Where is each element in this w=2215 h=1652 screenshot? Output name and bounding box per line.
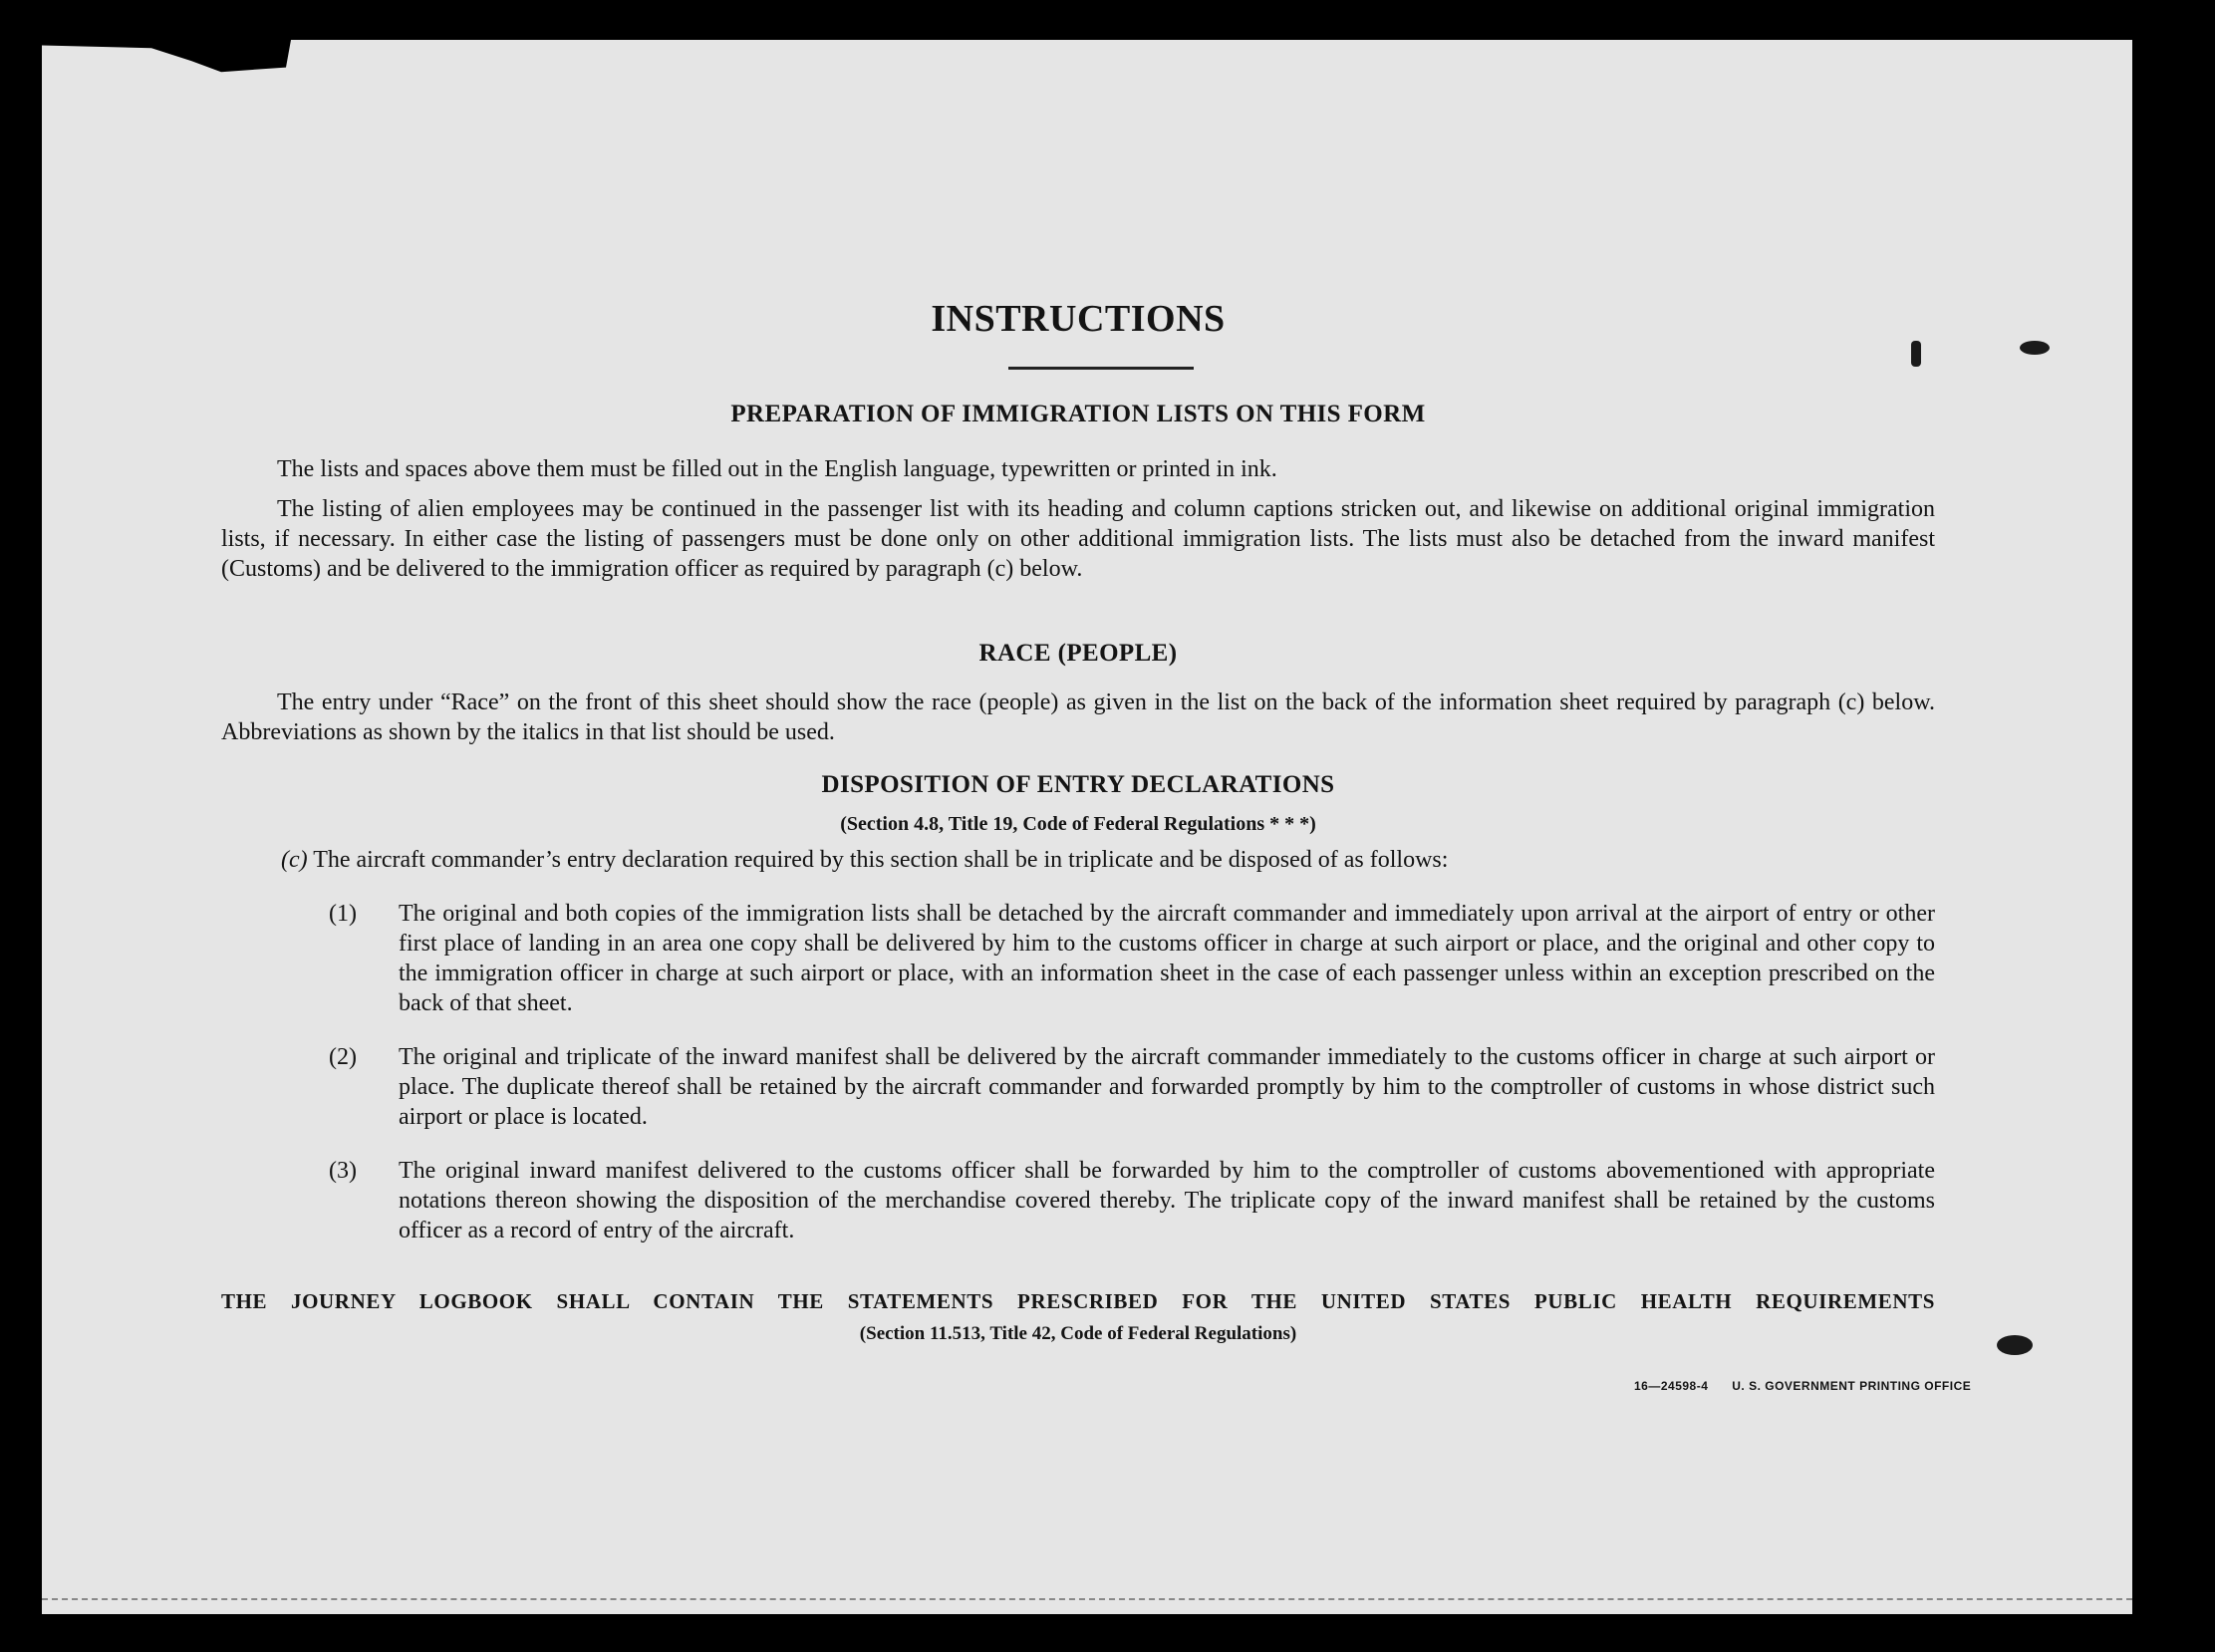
punch-mark bbox=[1911, 341, 1921, 367]
title-rule bbox=[1008, 367, 1194, 370]
printer-imprint bbox=[1634, 1379, 1971, 1393]
disposition-intro-text: The aircraft commander’s entry declaration required by this section shall be in triplicate and be disposed of as follows: bbox=[313, 847, 1449, 873]
form-number: 16—24598-4 bbox=[1634, 1379, 1709, 1393]
list-item-number: (1) bbox=[329, 901, 357, 927]
paragraph-race: The entry under “Race” on the front of this sheet should show the race (people) as given in the list on the back of the information sheet required by paragraph (c) below. Abbreviations as shown by the italics in that list should be used. bbox=[221, 689, 1935, 745]
list-item-number: (3) bbox=[329, 1158, 357, 1184]
paragraph-preparation-1: The lists and spaces above them must be filled out in the English language, typewritten or printed in ink. bbox=[277, 456, 1277, 482]
page-border bbox=[42, 1598, 2132, 1600]
list-item-text: The original and both copies of the immigration lists shall be detached by the aircraft commander and immediately upon arrival at the airport of entry or other first place of landing in an area one copy shall be delivered by him to the customs officer in charge at such airport or place, and the original and other copy to the immigration officer in charge at such airport or place, with an information sheet in the case of each passenger unless within an exception prescribed on the back of that sheet. bbox=[399, 901, 1935, 1016]
document-page bbox=[42, 40, 2132, 1614]
list-item bbox=[329, 899, 1935, 1018]
disposition-citation: (Section 4.8, Title 19, Code of Federal Regulations * * *) bbox=[840, 813, 1316, 835]
list-item bbox=[329, 1156, 1935, 1245]
list-item bbox=[329, 1042, 1935, 1132]
footer-citation: (Section 11.513, Title 42, Code of Federal Regulations) bbox=[859, 1323, 1297, 1344]
ink-blot bbox=[2020, 341, 2050, 355]
section-heading-race: RACE (PEOPLE) bbox=[978, 640, 1178, 667]
list-item-text: The original inward manifest delivered to the customs officer shall be forwarded by him to the comptroller of customs abovementioned with appropriate notations thereon showing the disposition of the merchandise covered thereby. The triplicate copy of the inward manifest shall be retained by the customs officer as a record of entry of the aircraft. bbox=[399, 1158, 1935, 1243]
footer-statement: THE JOURNEY LOGBOOK SHALL CONTAIN THE STATEMENTS PRESCRIBED FOR THE UNITED STATES PUBLIC HEALTH REQUIREMENTS bbox=[221, 1289, 1935, 1313]
section-heading-disposition: DISPOSITION OF ENTRY DECLARATIONS bbox=[821, 771, 1335, 798]
section-heading-preparation: PREPARATION OF IMMIGRATION LISTS ON THIS FORM bbox=[730, 401, 1426, 427]
paragraph-preparation-2: The listing of alien employees may be continued in the passenger list with its heading and column captions stricken out, and likewise on additional original immigration lists, if necessary. In either case the listing of passengers must be done only on other additional immigration lists. The lists must also be detached from the inward manifest (Customs) and be delivered to the immigration officer as required by paragraph (c) below. bbox=[221, 496, 1935, 582]
list-item-number: (2) bbox=[329, 1044, 357, 1070]
page-title: INSTRUCTIONS bbox=[931, 298, 1226, 340]
list-item-text: The original and triplicate of the inward manifest shall be delivered by the aircraft commander immediately to the customs officer in charge at such airport or place. The duplicate thereof shall be retained by the aircraft commander and forwarded promptly by him to the comptroller of customs in whose district such airport or place is located. bbox=[399, 1044, 1935, 1130]
printer-name: U. S. GOVERNMENT PRINTING OFFICE bbox=[1732, 1379, 1972, 1393]
disposition-intro-label: (c) bbox=[281, 847, 308, 873]
ink-blot bbox=[1997, 1335, 2033, 1355]
disposition-intro bbox=[281, 845, 1935, 875]
torn-corner bbox=[42, 40, 291, 86]
